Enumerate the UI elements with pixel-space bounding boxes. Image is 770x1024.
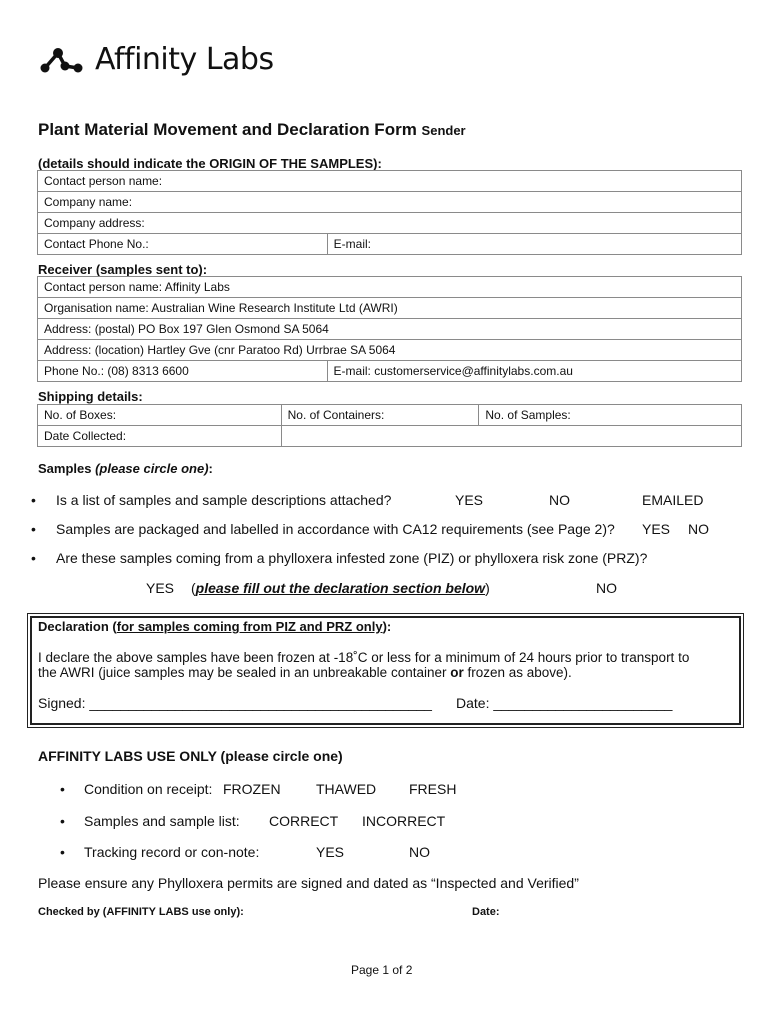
declaration-heading xyxy=(38,619,391,634)
q1-no-option[interactable]: NO xyxy=(549,492,570,508)
sample-list-correct-option[interactable]: CORRECT xyxy=(269,813,339,829)
condition-frozen-option[interactable]: FROZEN xyxy=(223,781,281,797)
declaration-body-2a: the AWRI (juice samples may be sealed in an unbreakable container xyxy=(38,665,451,680)
declaration-heading-b: for samples coming from PIZ and PRZ only xyxy=(116,619,383,634)
receiver-heading: Receiver (samples sent to): xyxy=(38,262,208,277)
lab-use-heading: AFFINITY LABS USE ONLY (please circle one) xyxy=(38,748,343,764)
q1-yes-option[interactable]: YES xyxy=(455,492,484,508)
condition-thawed-option[interactable]: THAWED xyxy=(316,781,377,797)
sender-phone-field[interactable]: Contact Phone No.: xyxy=(38,234,328,255)
declaration-heading-a: Declaration ( xyxy=(38,619,117,634)
bullet-icon: • xyxy=(60,844,65,860)
declaration-body-2b: or xyxy=(450,665,464,680)
page-number: Page 1 of 2 xyxy=(351,963,413,977)
tracking-yes-option[interactable]: YES xyxy=(316,844,345,860)
sample-list-incorrect-option[interactable]: INCORRECT xyxy=(362,813,446,829)
sender-heading: (details should indicate the ORIGIN OF THE SAMPLES): xyxy=(38,156,382,171)
shipping-date-collected-value[interactable] xyxy=(281,426,741,447)
form-title-suffix: Sender xyxy=(421,123,466,138)
checked-by-field[interactable]: Checked by (AFFINITY LABS use only): xyxy=(38,906,244,918)
condition-fresh-option[interactable]: FRESH xyxy=(409,781,457,797)
form-title-main: Plant Material Movement and Declaration Form xyxy=(38,120,417,139)
shipping-boxes-field[interactable]: No. of Boxes: xyxy=(38,405,282,426)
q3-text: Are these samples coming from a phylloxera infested zone (PIZ) or phylloxera risk zone (PRZ)? xyxy=(56,550,648,566)
sender-table xyxy=(37,170,742,255)
q2-yes-option[interactable]: YES xyxy=(642,521,671,537)
shipping-samples-field[interactable]: No. of Samples: xyxy=(479,405,742,426)
declaration-heading-c: ): xyxy=(382,619,392,634)
receiver-table xyxy=(37,276,742,382)
declaration-body-2c: frozen as above). xyxy=(463,665,572,680)
permits-note: Please ensure any Phylloxera permits are signed and dated as “Inspected and Verified” xyxy=(38,875,579,891)
q2-no-option[interactable]: NO xyxy=(688,521,709,537)
receiver-email: E-mail: customerservice@affinitylabs.com.au xyxy=(327,361,741,382)
q3-note-text: please fill out the declaration section below xyxy=(195,580,486,596)
q3-no-option[interactable]: NO xyxy=(596,580,617,596)
shipping-table xyxy=(37,404,742,447)
logo-text: Affinity Labs xyxy=(95,42,274,77)
q3-note-close: ) xyxy=(485,580,490,596)
q1-text: Is a list of samples and sample descriptions attached? xyxy=(56,492,392,508)
condition-label: Condition on receipt: xyxy=(84,781,213,797)
affinity-labs-logo-icon xyxy=(38,46,86,74)
receiver-organisation: Organisation name: Australian Wine Research Institute Ltd (AWRI) xyxy=(38,298,742,319)
receiver-phone: Phone No.: (08) 8313 6600 xyxy=(38,361,328,382)
bullet-icon: • xyxy=(60,813,65,829)
declaration-date-field[interactable]: Date: _______________________ xyxy=(456,695,673,711)
samples-heading-note: (please circle one) xyxy=(95,461,209,476)
samples-heading-colon: : xyxy=(208,461,213,476)
sender-email-field[interactable]: E-mail: xyxy=(327,234,741,255)
declaration-body-line-1: I declare the above samples have been frozen at -18˚C or less for a minimum of 24 hours prior to transport to xyxy=(38,650,690,665)
q3-note-open: ( xyxy=(191,580,196,596)
bullet-icon: • xyxy=(31,550,36,566)
q2-text: Samples are packaged and labelled in accordance with CA12 requirements (see Page 2)? xyxy=(56,521,615,537)
receiver-contact-person: Contact person name: Affinity Labs xyxy=(38,277,742,298)
q3-yes-option[interactable]: YES xyxy=(146,580,175,596)
shipping-containers-field[interactable]: No. of Containers: xyxy=(281,405,479,426)
q3-note xyxy=(191,580,490,596)
bullet-icon: • xyxy=(60,781,65,797)
samples-heading-label: Samples xyxy=(38,461,96,476)
checked-date-field[interactable]: Date: xyxy=(472,906,500,918)
sender-company-name-field[interactable]: Company name: xyxy=(38,192,742,213)
declaration-body-line-2 xyxy=(38,665,572,680)
receiver-address-location: Address: (location) Hartley Gve (cnr Paratoo Rd) Urrbrae SA 5064 xyxy=(38,340,742,361)
affinity-labs-logo xyxy=(38,42,274,77)
shipping-heading: Shipping details: xyxy=(38,389,143,404)
q1-emailed-option[interactable]: EMAILED xyxy=(642,492,704,508)
sample-list-label: Samples and sample list: xyxy=(84,813,240,829)
bullet-icon: • xyxy=(31,521,36,537)
receiver-address-postal: Address: (postal) PO Box 197 Glen Osmond SA 5064 xyxy=(38,319,742,340)
samples-heading xyxy=(38,461,213,476)
tracking-label: Tracking record or con-note: xyxy=(84,844,260,860)
bullet-icon: • xyxy=(31,492,36,508)
sender-contact-person-field[interactable]: Contact person name: xyxy=(38,171,742,192)
shipping-date-collected-field[interactable]: Date Collected: xyxy=(38,426,282,447)
form-title xyxy=(38,120,466,140)
sender-company-address-field[interactable]: Company address: xyxy=(38,213,742,234)
tracking-no-option[interactable]: NO xyxy=(409,844,430,860)
declaration-signed-field[interactable]: Signed: ____________________________________________ xyxy=(38,695,432,711)
